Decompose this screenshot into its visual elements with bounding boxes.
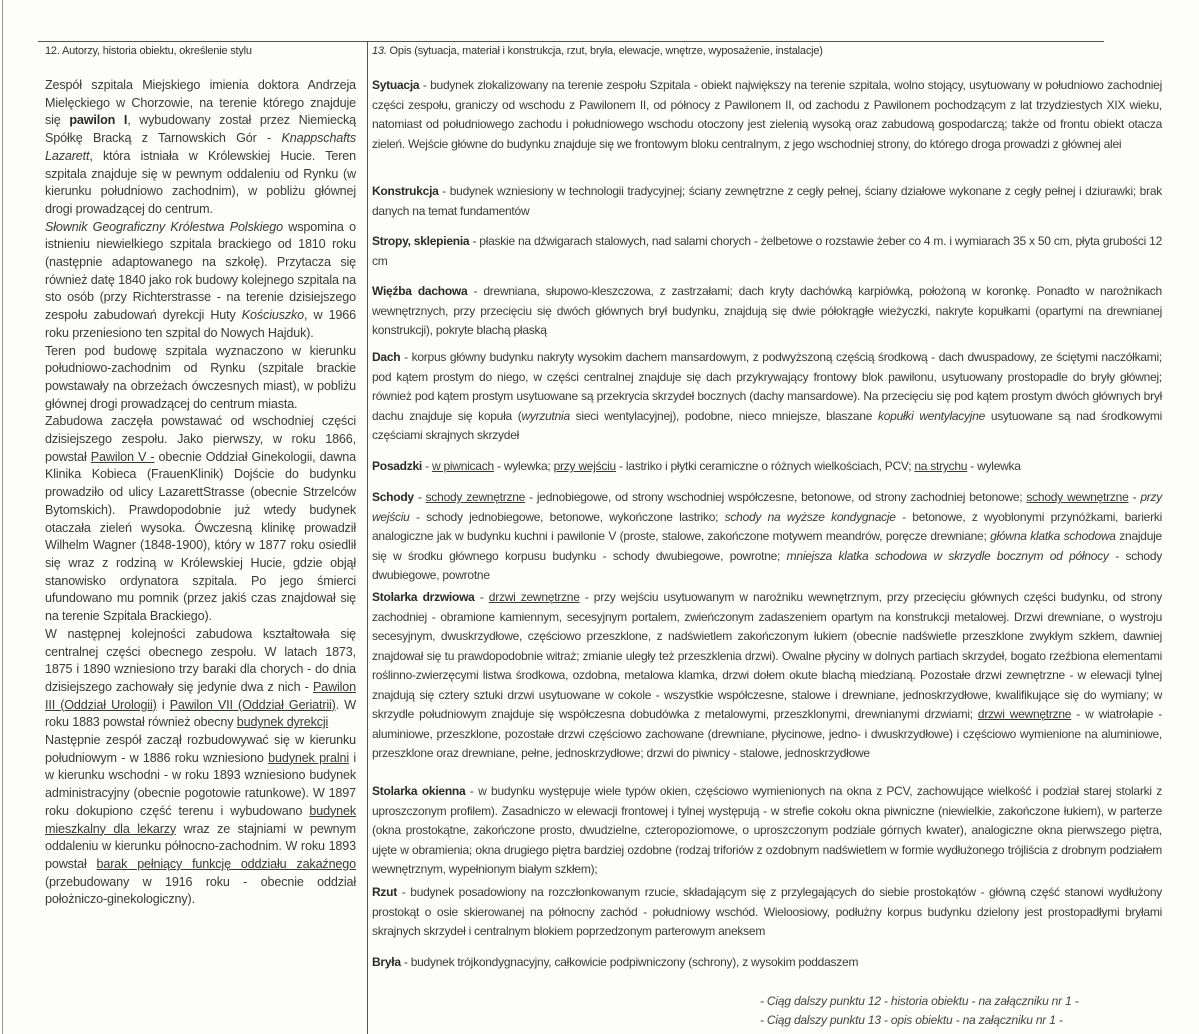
paragraph-heading: Schody bbox=[372, 490, 414, 504]
text-run: - budynek trójkondygnacyjny, całkowicie podpiwniczony (schrony), z wysokim poddaszem bbox=[400, 955, 859, 969]
paragraph bbox=[372, 782, 1162, 880]
text-run: - schody dwubiegowe, powrotne bbox=[372, 548, 1162, 582]
underlined-text: drzwi wewnętrzne bbox=[977, 707, 1072, 721]
text-run: , wybudowany został przez Niemiecką Spółkę Bracką z Tarnowskich Gór - bbox=[45, 113, 357, 146]
section-title: Opis (sytuacja, materiał i konstrukcja, rzut, bryła, elewacje, wnętrze, wyposażenie, instalacje) bbox=[386, 45, 823, 57]
italic-text: kopułki wentylacyjne bbox=[877, 408, 986, 423]
section-12-body bbox=[45, 77, 356, 909]
underlined-text: w piwnicach bbox=[431, 459, 494, 473]
text-run: - w wiatrołapie - aluminiowe, przeszklone, pozostałe drzwi częściowo zachowane (drewniane, płycinowe, jedno- i dwuskrzydłowe) i częściowo wymienione na aluminiowe, przeszklone oraz drewniane, pełne, jednoskrzydłowe; drzwi do piwnicy - stalowe, jednoskrzydłowe bbox=[372, 707, 1162, 760]
text-run: Zabudowa zaczęła powstawać od wschodniej części dzisiejszego zespołu. Jako pierwszy, w roku 1866, powstał bbox=[45, 414, 356, 464]
section-13-header bbox=[372, 44, 1162, 64]
paragraph-heading: Rzut bbox=[372, 885, 397, 899]
underlined-text: przy wejściu bbox=[553, 459, 616, 473]
underlined-text: budynek dyrekcji bbox=[236, 715, 329, 730]
paragraph bbox=[372, 883, 1162, 942]
paragraph bbox=[45, 626, 356, 732]
text-run: i w kierunku wschodni - w roku 1893 wzniesiono budynek administracyjny (obecnie pogotowie ratunkowe). W 1897 roku dokupiono część terenu i wybudowano bbox=[45, 750, 356, 818]
text-run: - budynek posadowiony na rozczłonkowanym rzucie, składającym się z przylegających do siebie prostokątów - główną część stanowi wydłużony prostokąt o osie skierowanej na północny zachód - południowy wschód. Wieloosiowy, podłużny korpus budynku dzielony jest prostopadłymi bryłami skrajnych skrzydeł i centralnym blokiem poprzedzonym parterowym aneksem bbox=[372, 885, 1162, 938]
paragraph-heading: Stropy, sklepienia bbox=[372, 234, 470, 248]
underlined-text: Pawilon VII (Oddział Geriatrii) bbox=[169, 697, 336, 712]
paragraph bbox=[372, 588, 1162, 764]
paragraph bbox=[372, 232, 1162, 271]
underlined-text: schody wewnętrzne bbox=[1026, 490, 1129, 504]
text-run: znajduje się w środku głównego korpusu budynku - schody dwubiegowe, powrotne; bbox=[372, 529, 1162, 563]
paragraph bbox=[45, 77, 356, 219]
text-run: - betonowe, z wyoblonymi przynóżkami, barierki analogiczne jak w budynku kuchni i pawilonie V (proste, stalowe, zakończone motywem meandrów, poręcze drewniane; bbox=[372, 509, 1163, 543]
text-run: Następnie zespół zaczął rozbudowywać się w kierunku południowym - w 1886 roku wzniesiono bbox=[45, 733, 356, 765]
text-run: - wylewka; bbox=[493, 459, 554, 473]
paragraph bbox=[372, 282, 1162, 341]
section-12-history bbox=[45, 44, 356, 909]
underlined-text: Pawilon V - bbox=[90, 449, 155, 464]
italic-text: Knappschafts Lazarett bbox=[45, 131, 356, 163]
text-run: - budynek zlokalizowany na terenie zespołu Szpitala - obiekt największy na terenie szpitala, wolno stojący, usytuowany w południowo zachodniej części zespołu, graniczy od wschodu z Pawilonem II, od północy z Pawilonem II, od zachodu z Pawilonem pochodzącym z lat trzydziestych XIX wieku, natomiast od południowego zachodu i południowego wschodu otoczony jest zielenią wysoką oraz zabudową gospodarczą; także od frontu obiekt otacza zieleń. Wejście główne do budynku znajduje się we frontowym bloku centralnym, z jego wschodniej strony, do którego droga prowadzi z głównej alei bbox=[372, 78, 1162, 151]
text-run: - budynek wzniesiony w technologii tradycyjnej; ściany zewnętrzne z cegły pełnej, ściany działowe wykonane z cegły pełnej i dziurawki; brak danych na temat fundamentów bbox=[372, 184, 1162, 218]
text-run: - wylewka bbox=[967, 459, 1021, 473]
italic-text: przy wejściu bbox=[372, 490, 1162, 524]
italic-text: Kościuszko bbox=[241, 308, 304, 323]
italic-text: Słownik Geograficzny Królestwa Polskiego bbox=[45, 219, 283, 234]
paragraph-heading: Więźba dachowa bbox=[372, 284, 468, 298]
text-run: - bbox=[1128, 490, 1141, 504]
italic-text: schody na wyższe kondygnacje bbox=[724, 509, 896, 524]
paragraph-heading: Stolarka okienna bbox=[372, 784, 466, 798]
italic-text: mniejsza klatka schodowa w skrzydle bocznym od północy bbox=[786, 548, 1109, 563]
paragraph-heading: Sytuacja bbox=[372, 78, 420, 92]
italic-text: główna klatka schodowa bbox=[990, 529, 1116, 543]
text-run: - przy wejściu usytuowanym w narożniku wewnętrznym, przy przecięciu głównych części budynku, od strony zachodniej - obramione kamiennym, secesyjnym portalem, zwieńczonym zadaszeniem opartym na konstrukcji metalowej. Drzwi drewniane, o wystroju secesyjnym, dwuskrzydłowe, częściowo przeszklone, z nadświetlem zakończonym łukiem (obecnie nadświetle przeszklone zwykłym szkłem, dawniej znajdował się tu prawdopodobnie witraż; zmianie uległy też przeszklenia drzwi). Owalne płyciny w dolnych partiach skrzydeł, bogato rzeźbiona elementami roślinno-zwierzęcymi listwa środkowa, ozdobna, metalowa klamka, drzwi dołem okute blachą miedzianą. Pozostałe drzwi zewnętrzne - w elewacji tylnej znajdują się cztery sztuki drzwi usytuowane w cokole - wszystkie współczesne, stalowe i drewniane, jednoskrzydłowe, kwalifikujące się do wymiany; w skrzydle południowym znajduje się współczesna dobudówka z metalowymi, przeszklonymi, drewnianymi drzwiami; bbox=[372, 590, 1162, 721]
text-run: Zespół szpitala Miejskiego imienia doktora Andrzeja Mielęckiego w Chorzowie, na terenie którego znajduje się bbox=[45, 78, 356, 128]
paragraph bbox=[45, 343, 356, 414]
text-run: - w budynku występuje wiele typów okien, częściowo wymienionych na okna z PCV, zachowujące wielkość i podział starej stolarki z uproszczonym profilem). Zasadniczo w elewacji frontowej i tylnej występują - w strefie cokołu okna piwniczne (niewielkie, zakończone łukiem), w parterze (okna prostokątne, zakończone prosto, dwudzielne, czteropoziomowe, o uproszczonym podziale górnych kwater), analogiczne okna pierwszego piętra, ujęte w obramienia; okna drugiego piętra bardziej ozdobne (rodzaj triforiów z ozdobnym nadświetlem w formie wydłużonego trójliścia z drobnym podziałem wewnętrznym, wypełnionym białym szkłem); bbox=[372, 784, 1162, 876]
text-run: - płaskie na dźwigarach stalowych, nad salami chorych - żelbetowe o rozstawie żeber co 4 m. i wymiarach 35 x 50 cm, płyta grubości 12 cm bbox=[372, 234, 1163, 268]
paragraph bbox=[45, 413, 356, 625]
paragraph bbox=[372, 457, 1162, 477]
text-run: sieci wentylacyjnej), podobne, nieco mniejsze, blaszane bbox=[569, 408, 878, 423]
text-run: - bbox=[474, 590, 489, 604]
paragraph bbox=[372, 953, 1162, 973]
text-run: - korpus główny budynku nakryty wysokim dachem mansardowym, z podwyższoną częścią środkową - dach dwuspadowy, ze ściętymi naczółkami; pod kątem prostym do niego, w części centralnej znajduje się dach przykrywający frontowy blok pawilonu, usytuowany prostopadle do bryły głównej; również pod kątem prostym usytuowane są przekrycia skrzydeł bocznych (dachy mansardowe). Na przecięciu się pod kątem prostym dwóch głównych brył dachu znajduje się kopuła ( bbox=[372, 350, 1162, 423]
paragraph bbox=[372, 488, 1162, 586]
paragraph-heading: Dach bbox=[372, 350, 401, 364]
italic-text: wyrzutnia bbox=[521, 408, 570, 423]
underlined-text: Pawilon III (Oddział Urologii) bbox=[45, 679, 356, 712]
section-number: 13. bbox=[372, 45, 387, 57]
scan-edge bbox=[2, 0, 3, 1034]
paragraph-heading: Bryła bbox=[372, 955, 401, 969]
text-run: i bbox=[156, 697, 170, 712]
text-run: wspomina o istnieniu niewielkiego szpitala brackiego od 1810 roku (następnie adaptowanego na szkołę). Przytacza się również datę 1840 jako rok budowy kolejnego szpitala na sto osób (przy Richterstrasse - na terenie dzisiejszego zespołu zabudowań dyrekcji Huty bbox=[45, 219, 356, 323]
continuation-note-13: - Ciąg dalszy punktu 13 - opis obiektu - na załączniku nr 1 - bbox=[760, 1013, 1063, 1027]
text-run: - drewniana, słupowo-kleszczowa, z zastrzałami; dach kryty dachówką karpiówką, położoną w koronkę. Ponadto w narożnikach wewnętrznych, przy przecięciu się dwóch głównych brył budynku, znajdują się dwie półokrągłe wieżyczki, nakryte kopułkami (opartymi na drewnianej konstrukcji), pokryte blachą płaską bbox=[372, 284, 1162, 337]
text-run: . W roku 1883 powstał również obecny bbox=[45, 697, 356, 730]
text-run: - jednobiegowe, od strony wschodniej współczesne, betonowe, od strony zachodniej betonowe; bbox=[525, 490, 1027, 504]
continuation-note-12: - Ciąg dalszy punktu 12 - historia obiektu - na załączniku nr 1 - bbox=[760, 994, 1079, 1008]
table-top-border bbox=[38, 41, 1104, 42]
text-run: - bbox=[422, 459, 432, 473]
text-run: wraz ze stajniami w pewnym oddaleniu w kierunku północno-zachodnim. W roku 1893 powstał bbox=[45, 821, 356, 871]
paragraph-heading: Stolarka drzwiowa bbox=[372, 590, 475, 604]
underlined-text: barak pełniący funkcję oddziału zakaźnego bbox=[96, 856, 356, 871]
text-run: obecnie Oddział Ginekologii, dawna Klinika Kobieca (FrauenKlinik) Dojście do budynku prowadziło od ulicy LazarettStrasse (obecnie Strzelców Bytomskich). Prawdopodobnie już wtedy budynek otaczała zieleń wysoka. Ówczesną klinikę prowadził Wilhelm Wagner (1848-1900), który w 1877 roku osiedlił się wraz z rodziną w Królewskiej Hucie, gdzie objął stanowisko ordynatora szpitala. Po jego śmierci ufundowano mu pomnik (przez jakiś czas znajdował się na terenie Szpitala Brackiego). bbox=[45, 449, 356, 624]
paragraph bbox=[372, 76, 1162, 154]
paragraph-heading: Posadzki bbox=[372, 459, 423, 473]
text-run: , w 1966 roku przeniesiono ten szpital do Nowych Hajduk). bbox=[45, 308, 356, 340]
underlined-text: budynek mieszkalny dla lekarzy bbox=[45, 803, 356, 836]
paragraph bbox=[45, 732, 356, 909]
underlined-text: drzwi zewnętrzne bbox=[488, 590, 580, 604]
column-divider bbox=[367, 41, 368, 1034]
underlined-text: na strychu bbox=[914, 459, 968, 473]
text-run: (przebudowany w 1916 roku - obecnie oddział położniczo-ginekologiczny). bbox=[45, 874, 356, 907]
paragraph bbox=[372, 348, 1162, 446]
underlined-text: budynek pralni bbox=[268, 750, 349, 765]
text-run: , która istniała w Królewskiej Hucie. Teren szpitala znajduje się w pewnym oddaleniu od Rynku (w kierunku południowo zachodnim), w pobliżu głównej drogi prowadzącej do centrum. bbox=[45, 148, 356, 216]
paragraph-heading: pawilon I bbox=[69, 113, 128, 128]
text-run: - schody jednobiegowe, betonowe, wykończone lastriko; bbox=[409, 509, 725, 524]
section-13-description bbox=[372, 44, 1163, 969]
section-12-header: 12. Autorzy, historia obiektu, określenie stylu bbox=[45, 45, 252, 57]
text-run: usytuowane są nad środkowymi częściami skrajnych skrzydeł bbox=[372, 408, 1163, 442]
text-run: - bbox=[413, 490, 426, 504]
continuation-notes bbox=[760, 992, 1079, 1030]
text-run: - lastriko i płytki ceramiczne o różnych wielkościach, PCV; bbox=[615, 459, 915, 473]
text-run: W następnej kolejności zabudowa kształtowała się centralnej części obecnego zespołu. W latach 1873, 1875 i 1890 wzniesiono trzy baraki dla chorych - do dnia dzisiejszego zachowały się jedynie dwa z nich - bbox=[45, 626, 356, 694]
paragraph bbox=[45, 219, 356, 343]
paragraph bbox=[372, 182, 1162, 221]
text-run: Teren pod budowę szpitala wyznaczono w kierunku południowo-zachodnim od Rynku (szpitale brackie powstawały na obrzeżach ówczesnych miast), w pobliżu głównej drogi prowadzącej do centrum miasta. bbox=[45, 343, 356, 411]
paragraph-heading: Konstrukcja bbox=[372, 184, 439, 198]
underlined-text: schody zewnętrzne bbox=[425, 490, 526, 504]
